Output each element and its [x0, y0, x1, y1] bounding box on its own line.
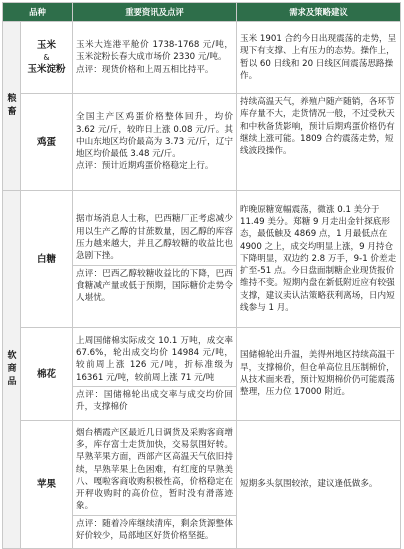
strategy-apple: 短期多头氛围较浓，建议逢低做多。 [237, 421, 401, 549]
product-sugar: 白糖 [21, 191, 73, 328]
news-text: 上周国储棉实际成交 10.1 万吨，成交率 67.6%，轮出成交均价 14984 元/吨，较前周上涨 126 元/吨，折标准级为 16361 元/吨，较前周上涨 71 元/吨 [76, 335, 233, 383]
header-row [3, 3, 401, 22]
row-sugar [3, 191, 401, 328]
news-comment: 点评：国储棉轮出成交率与成交均价回升，支撑棉价 [73, 386, 236, 414]
news-text: 烟台栖霞产区最近几日调货及采购客商增多，库存富士走货加快，交易氛围好转。早熟苹果方面，西部产区高温天气依旧持续，早熟苹果上色困难，有红度的早熟美八、嘎啦客商收购积极性高，价格稳定在开秤收购时的高价位，暂时没有滑落迹象。 [76, 427, 233, 512]
news-text: 全国主产区鸡蛋价格整体回升，均价 3.62 元/斤，较昨日上涨 0.08 元/斤。其中山东地区均价最高为 3.73 元/斤，辽宁地区均价最低 3.48 元/斤。 [76, 112, 233, 160]
strategy-corn: 玉米 1901 合约今日出现震荡的走势，呈现下有支撑、上有压力的态势。操作上，暂以 60 日线和 20 日线区间震荡思路操作。 [237, 22, 401, 94]
category-soft-commodities: 软商品 [3, 191, 21, 549]
row-cotton [3, 328, 401, 421]
market-table [2, 2, 401, 549]
product-egg: 鸡蛋 [21, 94, 73, 191]
news-comment: 点评：预计近期鸡蛋价格稳定上行。 [76, 161, 214, 172]
news-comment: 点评：巴西乙醇较糖收益比的下降，巴西食糖减产量或低于预期，国际糖价走势令人堪忧。 [73, 265, 236, 305]
row-apple [3, 421, 401, 549]
news-cotton [73, 328, 237, 421]
strategy-egg: 持续高温天气，养殖户随产随销，各环节库存量不大，走货情况一般，不过受秋天和中秋备货影响，预计后期鸡蛋价格仍有继续上涨可能。1809 合约震荡走势，短线波段操作。 [237, 94, 401, 191]
news-corn [73, 22, 237, 94]
strategy-sugar: 昨晚原糖宽幅震荡，微涨 0.1 美分于 11.49 美分。郑糖 9 月走出金针探底形态，最低触及 4869 点，1 月最低点在 4900 之上，成交均明显上涨，9 月持仓下降明显，双边约 2.8 万手，9-1 价差走扩至-51 点。今日盘面制糖企业现货报价维持不变。短期内盘在新低附近应有较强支撑，建议卖认沽策略获利离场，日内短线参与 1 月。 [237, 191, 401, 328]
product-cotton: 棉花 [21, 328, 73, 421]
row-corn [3, 22, 401, 94]
news-text: 玉米大连港平舱价 1738-1768 元/吨，玉米淀粉长春大成市场价 2330 元/吨。 [76, 40, 233, 63]
news-sugar [73, 191, 237, 328]
news-comment: 点评：随着冷库继续清库，剩余货源整体好价较少，局部地区好货价格坚挺。 [73, 515, 236, 543]
product-corn: 玉米 & 玉米淀粉 [21, 22, 73, 94]
header-news: 重要资讯及点评 [73, 3, 237, 22]
news-comment: 点评：现货价格和上周五相比持平。 [76, 64, 214, 75]
strategy-cotton: 国储棉轮出升温，美得州地区持续高温干旱，支撑棉价，但仓单高位且压制棉价，从技术面来看，预计短期棉价仍可能震荡整理，压力位 17000 附近。 [237, 328, 401, 421]
news-text: 据市场消息人士称，巴西糖厂正考虑减少用以生产乙醇的甘蔗数量，因乙醇的库容压力越来越大，并且乙醇较糖的收益比也急剧下挫。 [76, 214, 233, 262]
news-apple [73, 421, 237, 549]
row-egg [3, 94, 401, 191]
product-apple: 苹果 [21, 421, 73, 549]
header-strategy: 需求及策略建议 [237, 3, 401, 22]
category-grain-livestock: 粮畜 [3, 22, 21, 191]
header-variety: 品种 [3, 3, 73, 22]
news-egg [73, 94, 237, 191]
